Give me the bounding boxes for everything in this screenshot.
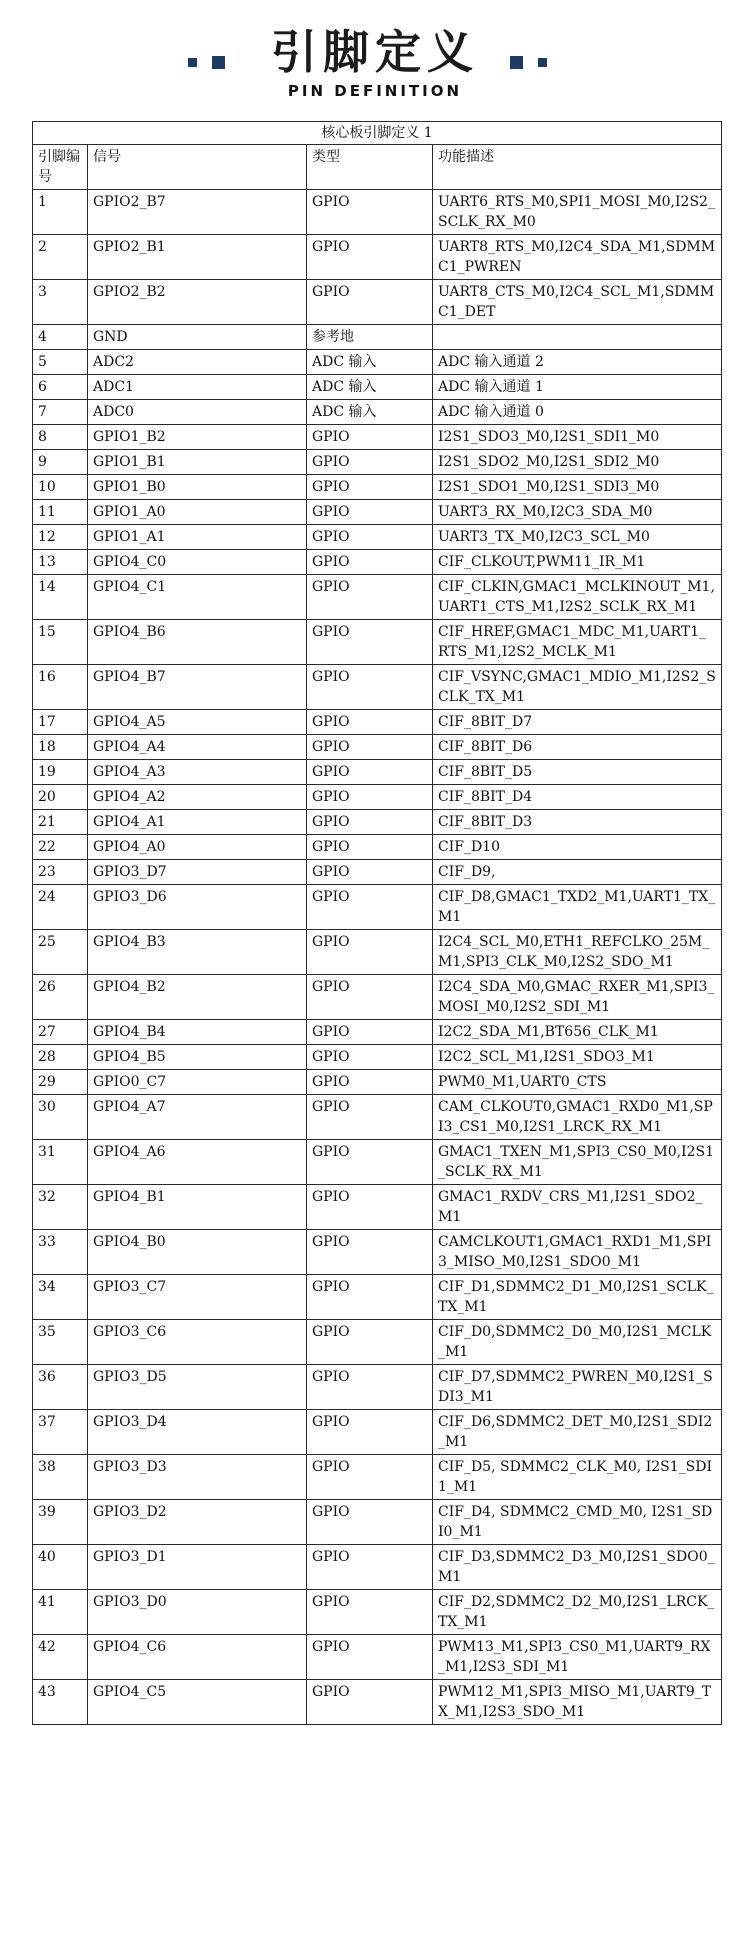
cell-signal: GPIO4_A7 xyxy=(88,1095,307,1140)
cell-function: CIF_CLKIN,GMAC1_MCLKINOUT_M1,UART1_CTS_M1,I2S2_SCLK_RX_M1 xyxy=(433,575,722,620)
cell-signal: GPIO3_D1 xyxy=(88,1545,307,1590)
cell-pin-number: 16 xyxy=(33,665,88,710)
cell-type: GPIO xyxy=(307,1275,433,1320)
cell-signal: GPIO1_B0 xyxy=(88,475,307,500)
table-row xyxy=(33,525,722,550)
cell-type: GPIO xyxy=(307,500,433,525)
cell-function: CIF_D4, SDMMC2_CMD_M0, I2S1_SDI0_M1 xyxy=(433,1500,722,1545)
cell-function: CIF_D2,SDMMC2_D2_M0,I2S1_LRCK_TX_M1 xyxy=(433,1590,722,1635)
cell-function: I2S1_SDO2_M0,I2S1_SDI2_M0 xyxy=(433,450,722,475)
cell-type: GPIO xyxy=(307,885,433,930)
cell-function: CIF_D0,SDMMC2_D0_M0,I2S1_MCLK_M1 xyxy=(433,1320,722,1365)
cell-type: GPIO xyxy=(307,760,433,785)
cell-signal: GPIO0_C7 xyxy=(88,1070,307,1095)
table-row xyxy=(33,575,722,620)
cell-pin-number: 19 xyxy=(33,760,88,785)
table-row xyxy=(33,785,722,810)
table-row xyxy=(33,325,722,350)
cell-type: GPIO xyxy=(307,1545,433,1590)
cell-signal: ADC2 xyxy=(88,350,307,375)
cell-pin-number: 40 xyxy=(33,1545,88,1590)
page-title: 引脚定义 xyxy=(271,25,479,79)
cell-pin-number: 41 xyxy=(33,1590,88,1635)
cell-pin-number: 12 xyxy=(33,525,88,550)
cell-type: ADC 输入 xyxy=(307,400,433,425)
table-row xyxy=(33,1185,722,1230)
table-row xyxy=(33,1545,722,1590)
column-header-function: 功能描述 xyxy=(433,145,722,190)
cell-signal: GPIO4_B7 xyxy=(88,665,307,710)
cell-signal: GPIO2_B1 xyxy=(88,235,307,280)
table-row xyxy=(33,425,722,450)
cell-type: GPIO xyxy=(307,1070,433,1095)
cell-pin-number: 25 xyxy=(33,930,88,975)
table-row xyxy=(33,1140,722,1185)
cell-pin-number: 14 xyxy=(33,575,88,620)
cell-pin-number: 11 xyxy=(33,500,88,525)
cell-pin-number: 7 xyxy=(33,400,88,425)
cell-type: GPIO xyxy=(307,1500,433,1545)
cell-signal: GPIO4_C5 xyxy=(88,1680,307,1725)
table-row xyxy=(33,885,722,930)
cell-pin-number: 37 xyxy=(33,1410,88,1455)
column-header-type: 类型 xyxy=(307,145,433,190)
cell-function: CIF_8BIT_D3 xyxy=(433,810,722,835)
table-row xyxy=(33,500,722,525)
cell-function: CAM_CLKOUT0,GMAC1_RXD0_M1,SPI3_CS1_M0,I2S1_LRCK_RX_M1 xyxy=(433,1095,722,1140)
cell-signal: GPIO4_B2 xyxy=(88,975,307,1020)
table-row xyxy=(33,665,722,710)
cell-function: CIF_HREF,GMAC1_MDC_M1,UART1_RTS_M1,I2S2_MCLK_M1 xyxy=(433,620,722,665)
table-row xyxy=(33,1590,722,1635)
table-row xyxy=(33,1455,722,1500)
cell-function: UART3_RX_M0,I2C3_SDA_M0 xyxy=(433,500,722,525)
cell-function: I2C4_SDA_M0,GMAC_RXER_M1,SPI3_MOSI_M0,I2S2_SDI_M1 xyxy=(433,975,722,1020)
cell-signal: GPIO4_B4 xyxy=(88,1020,307,1045)
cell-function: PWM0_M1,UART0_CTS xyxy=(433,1070,722,1095)
cell-pin-number: 5 xyxy=(33,350,88,375)
table-row xyxy=(33,1365,722,1410)
cell-function: ADC 输入通道 1 xyxy=(433,375,722,400)
cell-pin-number: 34 xyxy=(33,1275,88,1320)
cell-function: UART6_RTS_M0,SPI1_MOSI_M0,I2S2_SCLK_RX_M0 xyxy=(433,190,722,235)
cell-type: GPIO xyxy=(307,620,433,665)
page-subtitle: PIN DEFINITION xyxy=(287,82,463,100)
cell-signal: GPIO4_A6 xyxy=(88,1140,307,1185)
pin-definition-table xyxy=(32,121,722,1725)
cell-type: GPIO xyxy=(307,665,433,710)
cell-signal: GPIO4_A4 xyxy=(88,735,307,760)
table-row xyxy=(33,620,722,665)
cell-function: I2S1_SDO1_M0,I2S1_SDI3_M0 xyxy=(433,475,722,500)
table-row xyxy=(33,1500,722,1545)
cell-function: GMAC1_TXEN_M1,SPI3_CS0_M0,I2S1_SCLK_RX_M1 xyxy=(433,1140,722,1185)
cell-type: GPIO xyxy=(307,1045,433,1070)
table-row xyxy=(33,835,722,860)
cell-type: GPIO xyxy=(307,550,433,575)
cell-signal: GPIO3_D7 xyxy=(88,860,307,885)
cell-function: CIF_8BIT_D6 xyxy=(433,735,722,760)
cell-type: 参考地 xyxy=(307,325,433,350)
cell-function: CIF_D9, xyxy=(433,860,722,885)
cell-function: I2C4_SCL_M0,ETH1_REFCLKO_25M_M1,SPI3_CLK_M0,I2S2_SDO_M1 xyxy=(433,930,722,975)
cell-type: GPIO xyxy=(307,1185,433,1230)
cell-type: GPIO xyxy=(307,1230,433,1275)
cell-type: GPIO xyxy=(307,1590,433,1635)
cell-function: CIF_D6,SDMMC2_DET_M0,I2S1_SDI2_M1 xyxy=(433,1410,722,1455)
cell-function: CIF_VSYNC,GMAC1_MDIO_M1,I2S2_SCLK_TX_M1 xyxy=(433,665,722,710)
cell-signal: GPIO3_D4 xyxy=(88,1410,307,1455)
cell-function: CIF_8BIT_D7 xyxy=(433,710,722,735)
table-row xyxy=(33,710,722,735)
cell-type: GPIO xyxy=(307,235,433,280)
cell-type: GPIO xyxy=(307,425,433,450)
table-row xyxy=(33,1230,722,1275)
table-row xyxy=(33,1020,722,1045)
cell-function: CIF_D10 xyxy=(433,835,722,860)
cell-pin-number: 20 xyxy=(33,785,88,810)
cell-pin-number: 18 xyxy=(33,735,88,760)
cell-pin-number: 42 xyxy=(33,1635,88,1680)
cell-pin-number: 4 xyxy=(33,325,88,350)
cell-signal: GPIO3_C7 xyxy=(88,1275,307,1320)
cell-signal: GPIO1_A0 xyxy=(88,500,307,525)
cell-pin-number: 28 xyxy=(33,1045,88,1070)
cell-pin-number: 26 xyxy=(33,975,88,1020)
cell-function: CIF_D3,SDMMC2_D3_M0,I2S1_SDO0_M1 xyxy=(433,1545,722,1590)
cell-type: GPIO xyxy=(307,1095,433,1140)
cell-function: ADC 输入通道 2 xyxy=(433,350,722,375)
cell-type: GPIO xyxy=(307,1020,433,1045)
table-row xyxy=(33,475,722,500)
cell-type: GPIO xyxy=(307,475,433,500)
cell-type: GPIO xyxy=(307,1320,433,1365)
cell-type: GPIO xyxy=(307,575,433,620)
cell-signal: GPIO4_A3 xyxy=(88,760,307,785)
table-row xyxy=(33,810,722,835)
cell-pin-number: 2 xyxy=(33,235,88,280)
cell-type: GPIO xyxy=(307,810,433,835)
column-header-signal: 信号 xyxy=(88,145,307,190)
cell-signal: GPIO3_D0 xyxy=(88,1590,307,1635)
cell-type: GPIO xyxy=(307,1365,433,1410)
cell-pin-number: 33 xyxy=(33,1230,88,1275)
cell-signal: ADC1 xyxy=(88,375,307,400)
table-row xyxy=(33,450,722,475)
table-row xyxy=(33,350,722,375)
cell-pin-number: 24 xyxy=(33,885,88,930)
cell-type: ADC 输入 xyxy=(307,350,433,375)
column-header-pin-number: 引脚编号 xyxy=(33,145,88,190)
cell-pin-number: 21 xyxy=(33,810,88,835)
decoration-squares-right xyxy=(510,56,560,68)
cell-function: CIF_D8,GMAC1_TXD2_M1,UART1_TX_M1 xyxy=(433,885,722,930)
table-row xyxy=(33,930,722,975)
cell-type: GPIO xyxy=(307,1635,433,1680)
page-header xyxy=(0,0,750,118)
cell-type: GPIO xyxy=(307,1680,433,1725)
cell-function: PWM12_M1,SPI3_MISO_M1,UART9_TX_M1,I2S3_SDO_M1 xyxy=(433,1680,722,1725)
cell-function: UART3_TX_M0,I2C3_SCL_M0 xyxy=(433,525,722,550)
table-row xyxy=(33,1070,722,1095)
cell-type: GPIO xyxy=(307,835,433,860)
cell-signal: GPIO4_C0 xyxy=(88,550,307,575)
cell-type: ADC 输入 xyxy=(307,375,433,400)
table-caption: 核心板引脚定义 1 xyxy=(33,122,722,145)
cell-function: PWM13_M1,SPI3_CS0_M1,UART9_RX_M1,I2S3_SDI_M1 xyxy=(433,1635,722,1680)
cell-pin-number: 35 xyxy=(33,1320,88,1365)
table-header-row xyxy=(33,145,722,190)
table-row xyxy=(33,1095,722,1140)
cell-type: GPIO xyxy=(307,1455,433,1500)
cell-function: CAMCLKOUT1,GMAC1_RXD1_M1,SPI3_MISO_M0,I2S1_SDO0_M1 xyxy=(433,1230,722,1275)
table-row xyxy=(33,1410,722,1455)
cell-function: CIF_8BIT_D4 xyxy=(433,785,722,810)
cell-signal: GPIO4_A5 xyxy=(88,710,307,735)
cell-function xyxy=(433,325,722,350)
table-row xyxy=(33,550,722,575)
cell-function: CIF_CLKOUT,PWM11_IR_M1 xyxy=(433,550,722,575)
cell-signal: GPIO3_C6 xyxy=(88,1320,307,1365)
cell-function: ADC 输入通道 0 xyxy=(433,400,722,425)
cell-type: GPIO xyxy=(307,785,433,810)
table-row xyxy=(33,190,722,235)
cell-pin-number: 3 xyxy=(33,280,88,325)
cell-signal: GPIO3_D3 xyxy=(88,1455,307,1500)
cell-signal: GPIO4_C1 xyxy=(88,575,307,620)
cell-function: GMAC1_RXDV_CRS_M1,I2S1_SDO2_M1 xyxy=(433,1185,722,1230)
cell-type: GPIO xyxy=(307,710,433,735)
table-row xyxy=(33,400,722,425)
cell-pin-number: 23 xyxy=(33,860,88,885)
cell-function: CIF_8BIT_D5 xyxy=(433,760,722,785)
cell-signal: GPIO1_B1 xyxy=(88,450,307,475)
table-row xyxy=(33,1635,722,1680)
cell-signal: GPIO4_C6 xyxy=(88,1635,307,1680)
cell-pin-number: 39 xyxy=(33,1500,88,1545)
cell-pin-number: 43 xyxy=(33,1680,88,1725)
cell-pin-number: 10 xyxy=(33,475,88,500)
cell-pin-number: 17 xyxy=(33,710,88,735)
cell-signal: GPIO4_A2 xyxy=(88,785,307,810)
cell-signal: GPIO4_B6 xyxy=(88,620,307,665)
table-row xyxy=(33,1320,722,1365)
cell-pin-number: 32 xyxy=(33,1185,88,1230)
cell-type: GPIO xyxy=(307,1140,433,1185)
cell-function: CIF_D5, SDMMC2_CLK_M0, I2S1_SDI1_M1 xyxy=(433,1455,722,1500)
cell-signal: GPIO4_B5 xyxy=(88,1045,307,1070)
table-row xyxy=(33,1045,722,1070)
cell-type: GPIO xyxy=(307,735,433,760)
table-row xyxy=(33,860,722,885)
cell-signal: GPIO4_B3 xyxy=(88,930,307,975)
cell-pin-number: 6 xyxy=(33,375,88,400)
cell-pin-number: 29 xyxy=(33,1070,88,1095)
table-row xyxy=(33,375,722,400)
cell-signal: GPIO4_B0 xyxy=(88,1230,307,1275)
cell-signal: GPIO3_D5 xyxy=(88,1365,307,1410)
table-row xyxy=(33,235,722,280)
table-caption-row xyxy=(33,122,722,145)
table-row xyxy=(33,975,722,1020)
cell-pin-number: 30 xyxy=(33,1095,88,1140)
cell-signal: GPIO4_A0 xyxy=(88,835,307,860)
cell-function: UART8_RTS_M0,I2C4_SDA_M1,SDMMC1_PWREN xyxy=(433,235,722,280)
cell-function: I2S1_SDO3_M0,I2S1_SDI1_M0 xyxy=(433,425,722,450)
cell-pin-number: 22 xyxy=(33,835,88,860)
cell-type: GPIO xyxy=(307,930,433,975)
cell-pin-number: 36 xyxy=(33,1365,88,1410)
cell-type: GPIO xyxy=(307,190,433,235)
cell-type: GPIO xyxy=(307,1410,433,1455)
cell-signal: GPIO1_A1 xyxy=(88,525,307,550)
cell-pin-number: 15 xyxy=(33,620,88,665)
cell-signal: GPIO3_D2 xyxy=(88,1500,307,1545)
cell-pin-number: 1 xyxy=(33,190,88,235)
cell-signal: GPIO2_B2 xyxy=(88,280,307,325)
cell-signal: GPIO2_B7 xyxy=(88,190,307,235)
cell-pin-number: 27 xyxy=(33,1020,88,1045)
table-row xyxy=(33,735,722,760)
cell-signal: GPIO4_A1 xyxy=(88,810,307,835)
cell-pin-number: 38 xyxy=(33,1455,88,1500)
cell-signal: GPIO3_D6 xyxy=(88,885,307,930)
cell-function: I2C2_SCL_M1,I2S1_SDO3_M1 xyxy=(433,1045,722,1070)
cell-signal: GPIO4_B1 xyxy=(88,1185,307,1230)
cell-signal: GPIO1_B2 xyxy=(88,425,307,450)
cell-type: GPIO xyxy=(307,975,433,1020)
table-row xyxy=(33,760,722,785)
table-row xyxy=(33,1680,722,1725)
cell-function: CIF_D7,SDMMC2_PWREN_M0,I2S1_SDI3_M1 xyxy=(433,1365,722,1410)
cell-pin-number: 13 xyxy=(33,550,88,575)
cell-type: GPIO xyxy=(307,525,433,550)
cell-pin-number: 8 xyxy=(33,425,88,450)
cell-pin-number: 31 xyxy=(33,1140,88,1185)
cell-signal: ADC0 xyxy=(88,400,307,425)
cell-type: GPIO xyxy=(307,280,433,325)
cell-signal: GND xyxy=(88,325,307,350)
table-body xyxy=(33,190,722,1725)
cell-type: GPIO xyxy=(307,450,433,475)
cell-pin-number: 9 xyxy=(33,450,88,475)
cell-function: UART8_CTS_M0,I2C4_SCL_M1,SDMMC1_DET xyxy=(433,280,722,325)
cell-function: CIF_D1,SDMMC2_D1_M0,I2S1_SCLK_TX_M1 xyxy=(433,1275,722,1320)
cell-function: I2C2_SDA_M1,BT656_CLK_M1 xyxy=(433,1020,722,1045)
cell-type: GPIO xyxy=(307,860,433,885)
table-row xyxy=(33,280,722,325)
table-row xyxy=(33,1275,722,1320)
